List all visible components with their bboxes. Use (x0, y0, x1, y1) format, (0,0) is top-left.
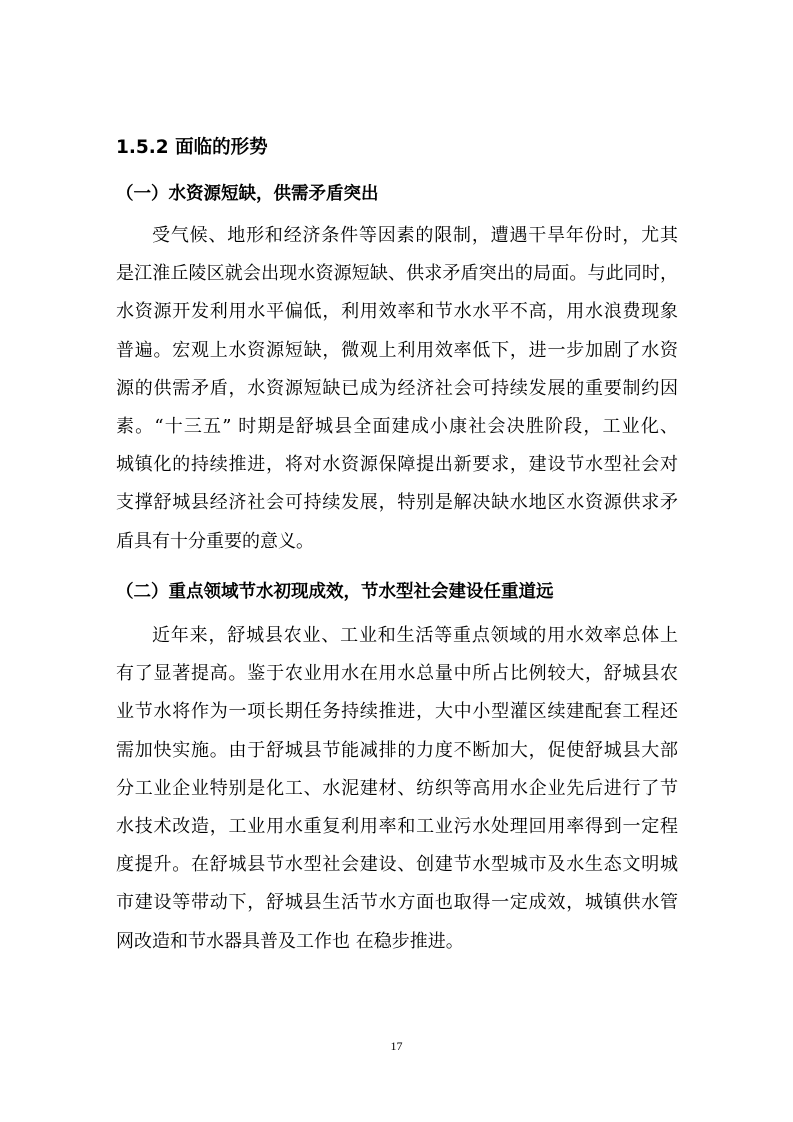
paragraph-line: 市建设等带动下，舒城县生活节水方面也取得一定成效，城镇供水管 (116, 892, 678, 914)
paragraph-line: 需加快实施。由于舒城县节能减排的力度不断加大，促使舒城县大部 (116, 739, 678, 761)
sub-heading-key-areas: （二）重点领域节水初现成效，节水型社会建设任重道远 (116, 582, 554, 602)
paragraph-line: 近年来，舒城县农业、工业和生活等重点领域的用水效率总体上 (152, 625, 678, 646)
paragraph-line: 素。“十三五” 时期是舒城县全面建成小康社会决胜阶段，工业化、 (116, 416, 678, 438)
paragraph-line: 源的供需矛盾，水资源短缺已成为经济社会可持续发展的重要制约因 (116, 377, 678, 399)
section-title: 1.5.2 面临的形势 (116, 137, 268, 158)
paragraph-line: 城镇化的持续推进，将对水资源保障提出新要求，建设节水型社会对 (116, 454, 678, 476)
paragraph-key-areas (116, 617, 678, 961)
paragraph-line: 盾具有十分重要的意义。 (116, 530, 314, 552)
paragraph-line: 水资源开发利用水平偏低，利用效率和节水水平不高，用水浪费现象 (116, 301, 678, 323)
paragraph-line: 度提升。在舒城县节水型社会建设、创建节水型城市及水生态文明城 (116, 854, 678, 876)
paragraph-line: 水技术改造，工业用水重复利用率和工业污水处理回用率得到一定程 (116, 816, 678, 838)
paragraph-water-shortage (116, 217, 678, 561)
paragraph-line: 是江淮丘陵区就会出现水资源短缺、供求矛盾突出的局面。与此同时， (116, 263, 678, 285)
paragraph-line: 普遍。宏观上水资源短缺，微观上利用效率低下，进一步加剧了水资 (116, 339, 678, 361)
sub-heading-water-shortage: （一）水资源短缺，供需矛盾突出 (116, 184, 379, 204)
paragraph-line: 网改造和节水器具普及工作也 在稳步推进。 (116, 930, 464, 952)
paragraph-line: 业节水将作为一项长期任务持续推进，大中小型灌区续建配套工程还 (116, 701, 678, 723)
paragraph-line: 有了显著提高。鉴于农业用水在用水总量中所占比例较大，舒城县农 (116, 663, 678, 685)
paragraph-line: 受气候、地形和经济条件等因素的限制，遭遇干旱年份时，尤其 (152, 225, 678, 246)
paragraph-line: 支撑舒城县经济社会可持续发展，特别是解决缺水地区水资源供求矛 (116, 492, 678, 514)
paragraph-line: 分工业企业特别是化工、水泥建材、纺织等高用水企业先后进行了节 (116, 777, 678, 799)
page-number: 17 (390, 1039, 403, 1053)
